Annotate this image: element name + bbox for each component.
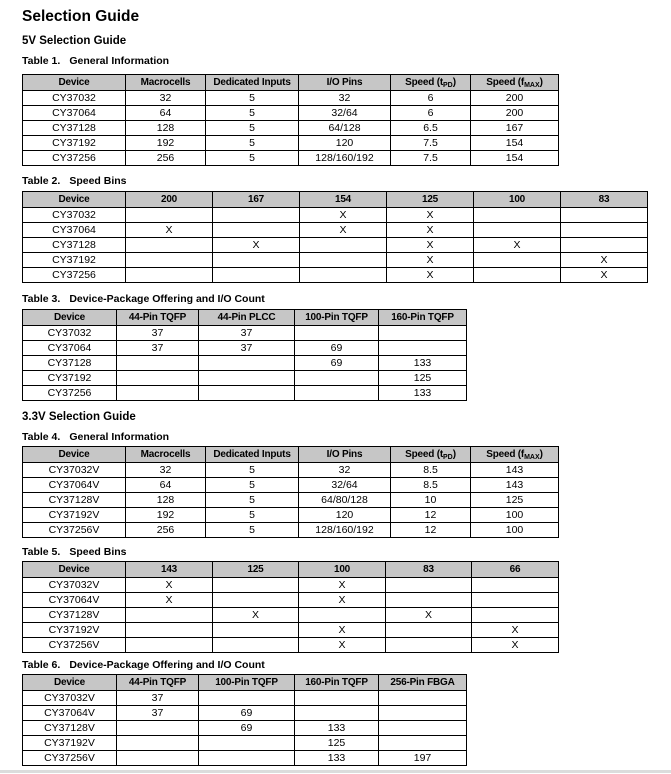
column-header: 66 (472, 562, 559, 578)
value-cell: 133 (379, 356, 467, 371)
table-5-caption-title: Speed Bins (69, 546, 127, 558)
column-header: 154 (300, 192, 387, 208)
column-header: Macrocells (126, 75, 206, 91)
table-row (23, 623, 559, 638)
column-header: 44-Pin TQFP (117, 310, 199, 326)
value-cell (213, 593, 299, 608)
value-cell: 5 (206, 523, 299, 538)
table-row (23, 386, 467, 401)
value-cell: X (387, 238, 474, 253)
device-cell: CY37064 (23, 223, 126, 238)
table-row (23, 638, 559, 653)
value-cell: 200 (471, 106, 559, 121)
value-cell (295, 371, 379, 386)
value-cell: 32/64 (299, 106, 391, 121)
column-header: Speed $(t_{PD})$ (391, 447, 471, 463)
table-row (23, 91, 559, 106)
value-cell (379, 691, 467, 706)
value-cell: 5 (206, 151, 299, 166)
device-cell: CY37064 (23, 341, 117, 356)
column-header: 143 (126, 562, 213, 578)
section-heading-3v3: 3.3V Selection Guide (22, 411, 136, 423)
value-cell (474, 208, 561, 223)
value-cell: X (299, 578, 386, 593)
table-5-speed-bins-3v3 (22, 561, 559, 653)
value-cell: X (213, 238, 300, 253)
column-header: 200 (126, 192, 213, 208)
column-header: 160-Pin TQFP (379, 310, 467, 326)
value-cell: 143 (471, 478, 559, 493)
column-header: Device (23, 75, 126, 91)
value-cell: 120 (299, 508, 391, 523)
device-cell: CY37032 (23, 91, 126, 106)
table-header-row (23, 75, 559, 91)
device-cell: CY37256 (23, 268, 126, 283)
table-block-5 (22, 546, 671, 653)
value-cell: 64/128 (299, 121, 391, 136)
value-cell (199, 691, 295, 706)
value-cell: 8.5 (391, 478, 471, 493)
value-cell: 5 (206, 106, 299, 121)
table-row (23, 136, 559, 151)
table-row (23, 223, 648, 238)
page-bottom-edge-line (0, 770, 671, 773)
column-header: 100-Pin TQFP (295, 310, 379, 326)
value-cell: 5 (206, 478, 299, 493)
value-cell: 128/160/192 (299, 151, 391, 166)
value-cell (561, 208, 648, 223)
value-cell: 192 (126, 508, 206, 523)
value-cell: 32 (126, 91, 206, 106)
value-cell (117, 736, 199, 751)
value-cell: 192 (126, 136, 206, 151)
section-3v3 (22, 411, 671, 766)
value-cell: 200 (471, 91, 559, 106)
value-cell: 256 (126, 151, 206, 166)
table-row (23, 493, 559, 508)
table-row (23, 208, 648, 223)
column-header: Dedicated Inputs (206, 75, 299, 91)
column-header: Device (23, 447, 126, 463)
value-cell: X (126, 593, 213, 608)
value-cell (213, 208, 300, 223)
value-cell (117, 356, 199, 371)
value-cell: 32 (299, 463, 391, 478)
value-cell (213, 223, 300, 238)
value-cell (213, 268, 300, 283)
value-cell: X (213, 608, 299, 623)
value-cell: 128 (126, 493, 206, 508)
value-cell (126, 623, 213, 638)
column-header: Device (23, 310, 117, 326)
value-cell: 32 (126, 463, 206, 478)
value-cell: 5 (206, 493, 299, 508)
value-cell: 5 (206, 508, 299, 523)
value-cell (199, 356, 295, 371)
table-row (23, 478, 559, 493)
value-cell: 6 (391, 106, 471, 121)
table-header-row (23, 310, 467, 326)
value-cell (379, 721, 467, 736)
table-block-2 (22, 175, 671, 283)
table-1-caption (22, 55, 671, 67)
table-6-caption (22, 659, 671, 671)
value-cell (386, 638, 472, 653)
value-cell (472, 578, 559, 593)
value-cell (199, 386, 295, 401)
value-cell: X (126, 578, 213, 593)
device-cell: CY37256 (23, 151, 126, 166)
value-cell: X (387, 208, 474, 223)
table-row (23, 356, 467, 371)
value-cell (379, 736, 467, 751)
device-cell: CY37128 (23, 238, 126, 253)
table-block-3 (22, 293, 671, 401)
value-cell: 125 (379, 371, 467, 386)
table-row (23, 268, 648, 283)
value-cell: 64/80/128 (299, 493, 391, 508)
value-cell: 12 (391, 523, 471, 538)
table-4-caption-title: General Information (69, 431, 170, 443)
value-cell (126, 208, 213, 223)
value-cell: 37 (117, 341, 199, 356)
table-row (23, 326, 467, 341)
value-cell (379, 326, 467, 341)
value-cell: 69 (295, 341, 379, 356)
table-row (23, 721, 467, 736)
column-header: 100 (474, 192, 561, 208)
column-header: I/O Pins (299, 75, 391, 91)
value-cell: X (386, 608, 472, 623)
value-cell (126, 268, 213, 283)
device-cell: CY37192V (23, 736, 117, 751)
value-cell: 69 (199, 706, 295, 721)
device-cell: CY37064V (23, 478, 126, 493)
device-cell: CY37128V (23, 493, 126, 508)
column-header: Speed $(t_{PD})$ (391, 75, 471, 91)
table-2-speed-bins-5v (22, 191, 648, 283)
column-header: 256-Pin FBGA (379, 675, 467, 691)
value-cell: 7.5 (391, 151, 471, 166)
device-cell: CY37192 (23, 371, 117, 386)
value-cell: 143 (471, 463, 559, 478)
table-3-caption-label: Table 3. (22, 293, 61, 305)
value-cell (295, 326, 379, 341)
table-4-caption (22, 431, 671, 443)
value-cell: 69 (199, 721, 295, 736)
value-cell (117, 751, 199, 766)
device-cell: CY37064 (23, 106, 126, 121)
table-6-package-offering-3v3 (22, 674, 467, 766)
value-cell: 64 (126, 106, 206, 121)
value-cell: 128/160/192 (299, 523, 391, 538)
column-header: 83 (386, 562, 472, 578)
column-header: Device (23, 192, 126, 208)
value-cell (199, 736, 295, 751)
device-cell: CY37032V (23, 578, 126, 593)
value-cell: 37 (199, 341, 295, 356)
value-cell (126, 608, 213, 623)
table-1-caption-label: Table 1. (22, 55, 61, 67)
value-cell (386, 623, 472, 638)
table-block-1 (22, 55, 671, 166)
table-header-row (23, 192, 648, 208)
table-3-caption (22, 293, 671, 305)
column-header: 125 (387, 192, 474, 208)
column-header: 160-Pin TQFP (295, 675, 379, 691)
value-cell: 8.5 (391, 463, 471, 478)
table-3-package-offering-5v (22, 309, 467, 401)
table-row (23, 751, 467, 766)
table-row (23, 593, 559, 608)
device-cell: CY37032V (23, 691, 117, 706)
value-cell (474, 223, 561, 238)
table-row (23, 736, 467, 751)
device-cell: CY37256V (23, 751, 117, 766)
table-row (23, 341, 467, 356)
value-cell: 256 (126, 523, 206, 538)
value-cell: 32/64 (299, 478, 391, 493)
value-cell: 12 (391, 508, 471, 523)
value-cell: X (472, 623, 559, 638)
table-3-caption-title: Device-Package Offering and I/O Count (69, 293, 265, 305)
value-cell (213, 253, 300, 268)
value-cell: X (472, 638, 559, 653)
value-cell: 5 (206, 91, 299, 106)
column-header: 83 (561, 192, 648, 208)
device-cell: CY37256V (23, 638, 126, 653)
column-header: Speed $(f_{MAX})$ (471, 75, 559, 91)
value-cell (300, 268, 387, 283)
section-heading-5v: 5V Selection Guide (22, 35, 127, 47)
table-row (23, 121, 559, 136)
column-header: 100 (299, 562, 386, 578)
value-cell: 7.5 (391, 136, 471, 151)
value-cell (472, 608, 559, 623)
table-row (23, 508, 559, 523)
table-header-row (23, 447, 559, 463)
value-cell: 37 (117, 326, 199, 341)
value-cell (300, 253, 387, 268)
table-5-caption (22, 546, 671, 558)
device-cell: CY37032V (23, 463, 126, 478)
device-cell: CY37128 (23, 356, 117, 371)
column-header: Macrocells (126, 447, 206, 463)
value-cell: X (387, 253, 474, 268)
value-cell: 120 (299, 136, 391, 151)
table-row (23, 371, 467, 386)
device-cell: CY37032 (23, 208, 126, 223)
table-4-caption-label: Table 4. (22, 431, 61, 443)
table-header-row (23, 675, 467, 691)
value-cell (295, 691, 379, 706)
column-header: 125 (213, 562, 299, 578)
value-cell: 32 (299, 91, 391, 106)
value-cell: 37 (117, 706, 199, 721)
column-header: 100-Pin TQFP (199, 675, 295, 691)
value-cell: X (387, 223, 474, 238)
table-6-caption-title: Device-Package Offering and I/O Count (69, 659, 265, 671)
device-cell: CY37064V (23, 706, 117, 721)
table-block-4 (22, 431, 671, 538)
value-cell: 69 (295, 356, 379, 371)
value-cell: 10 (391, 493, 471, 508)
device-cell: CY37128 (23, 121, 126, 136)
table-row (23, 608, 559, 623)
table-5-caption-label: Table 5. (22, 546, 61, 558)
value-cell (295, 386, 379, 401)
value-cell (199, 751, 295, 766)
device-cell: CY37032 (23, 326, 117, 341)
column-header: Speed $(f_{MAX})$ (471, 447, 559, 463)
value-cell (379, 341, 467, 356)
device-cell: CY37192V (23, 623, 126, 638)
table-row (23, 238, 648, 253)
page-title: Selection Guide (22, 8, 140, 25)
table-row (23, 463, 559, 478)
value-cell: 6 (391, 91, 471, 106)
device-cell: CY37064V (23, 593, 126, 608)
value-cell (379, 706, 467, 721)
value-cell (117, 386, 199, 401)
value-cell (474, 268, 561, 283)
value-cell: X (474, 238, 561, 253)
value-cell: 100 (471, 523, 559, 538)
table-header-row (23, 562, 559, 578)
device-cell: CY37128V (23, 608, 126, 623)
value-cell (386, 593, 472, 608)
table-row (23, 523, 559, 538)
value-cell (472, 593, 559, 608)
value-cell (126, 238, 213, 253)
value-cell (126, 638, 213, 653)
device-cell: CY37192V (23, 508, 126, 523)
column-header: I/O Pins (299, 447, 391, 463)
table-1-general-information-5v (22, 74, 559, 166)
table-row (23, 253, 648, 268)
column-header: 44-Pin TQFP (117, 675, 199, 691)
device-cell: CY37256V (23, 523, 126, 538)
device-cell: CY37192 (23, 253, 126, 268)
value-cell: 6.5 (391, 121, 471, 136)
value-cell: X (387, 268, 474, 283)
value-cell: X (299, 623, 386, 638)
device-cell: CY37192 (23, 136, 126, 151)
value-cell (386, 578, 472, 593)
table-row (23, 706, 467, 721)
value-cell: 5 (206, 463, 299, 478)
table-row (23, 578, 559, 593)
value-cell: 37 (117, 691, 199, 706)
value-cell: 64 (126, 478, 206, 493)
table-1-caption-title: General Information (69, 55, 170, 67)
value-cell (213, 623, 299, 638)
value-cell: 100 (471, 508, 559, 523)
column-header: Dedicated Inputs (206, 447, 299, 463)
table-6-caption-label: Table 6. (22, 659, 61, 671)
value-cell: X (300, 208, 387, 223)
value-cell (117, 721, 199, 736)
column-header: Device (23, 675, 117, 691)
value-cell (295, 706, 379, 721)
value-cell (299, 608, 386, 623)
value-cell (117, 371, 199, 386)
table-row (23, 691, 467, 706)
table-block-6 (22, 659, 671, 766)
value-cell: 133 (379, 386, 467, 401)
value-cell: 133 (295, 721, 379, 736)
value-cell: X (299, 638, 386, 653)
value-cell (300, 238, 387, 253)
value-cell: X (300, 223, 387, 238)
table-4-general-information-3v3 (22, 446, 559, 538)
value-cell (213, 578, 299, 593)
table-row (23, 106, 559, 121)
value-cell: X (126, 223, 213, 238)
value-cell: X (561, 268, 648, 283)
value-cell (199, 371, 295, 386)
column-header: Device (23, 562, 126, 578)
value-cell: 5 (206, 121, 299, 136)
column-header: 44-Pin PLCC (199, 310, 295, 326)
table-row (23, 151, 559, 166)
value-cell (126, 253, 213, 268)
value-cell: 197 (379, 751, 467, 766)
table-2-caption-title: Speed Bins (69, 175, 127, 187)
value-cell: X (299, 593, 386, 608)
value-cell (213, 638, 299, 653)
section-5v (22, 35, 671, 401)
value-cell: 37 (199, 326, 295, 341)
value-cell: 133 (295, 751, 379, 766)
value-cell: 167 (471, 121, 559, 136)
device-cell: CY37128V (23, 721, 117, 736)
value-cell (561, 223, 648, 238)
value-cell: 125 (295, 736, 379, 751)
device-cell: CY37256 (23, 386, 117, 401)
value-cell: 154 (471, 151, 559, 166)
value-cell: 154 (471, 136, 559, 151)
value-cell: 125 (471, 493, 559, 508)
table-2-caption-label: Table 2. (22, 175, 61, 187)
value-cell (474, 253, 561, 268)
value-cell: 128 (126, 121, 206, 136)
table-2-caption (22, 175, 671, 187)
column-header: 167 (213, 192, 300, 208)
value-cell: X (561, 253, 648, 268)
value-cell: 5 (206, 136, 299, 151)
value-cell (561, 238, 648, 253)
